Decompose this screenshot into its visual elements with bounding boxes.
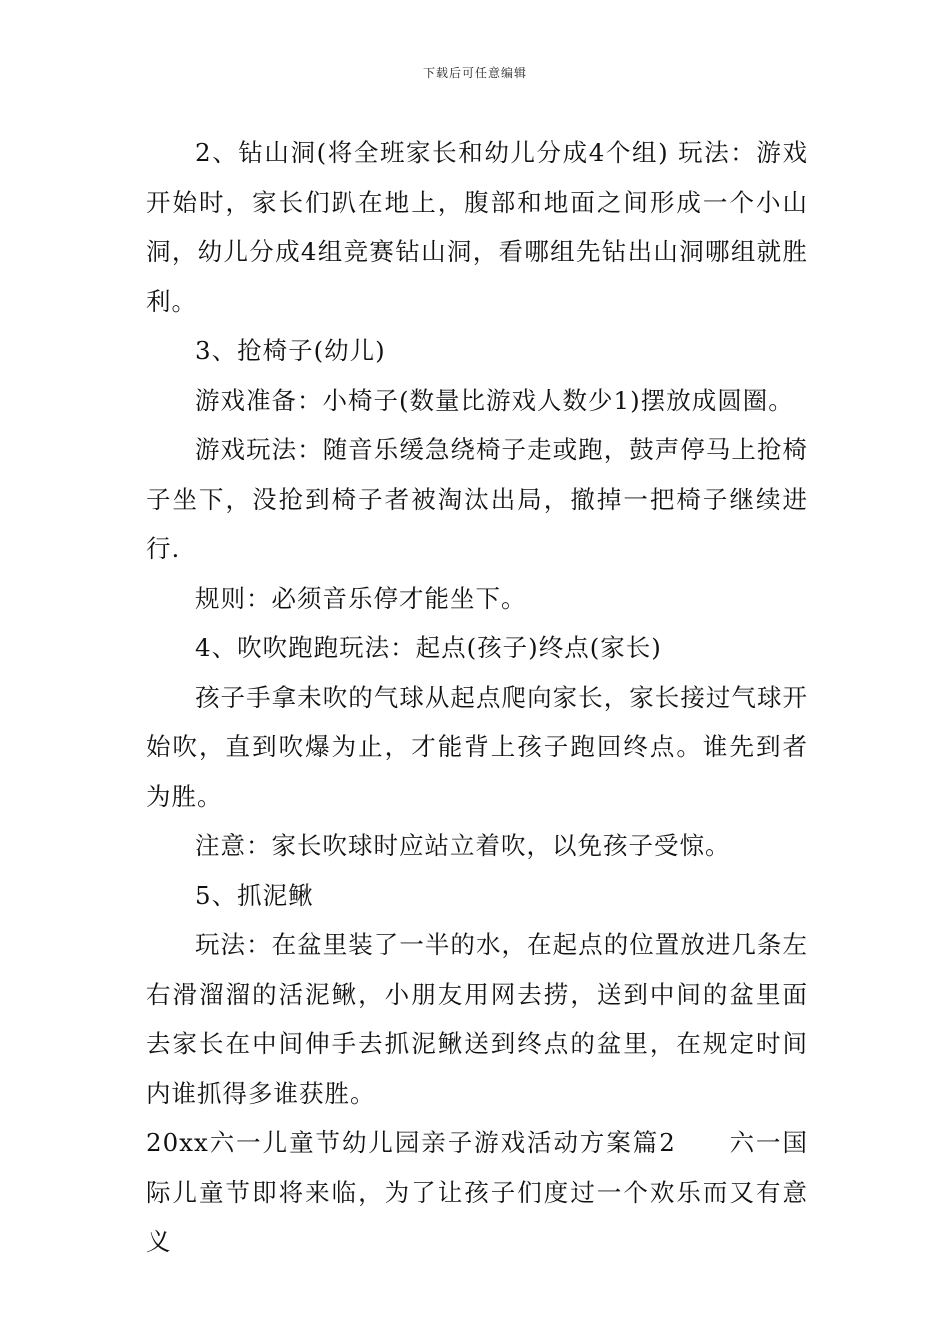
paragraph-game-4-play: 孩子手拿未吹的气球从起点爬向家长，家长接过气球开始吹，直到吹爆为止，才能背上孩子跑回终点。谁先到者为胜。 xyxy=(146,682,808,811)
paragraph-game-5-play: 玩法：在盆里装了一半的水，在起点的位置放进几条左右滑溜溜的活泥鳅，小朋友用网去捞，送到中间的盆里面去家长在中间伸手去抓泥鳅送到终点的盆里，在规定时间内谁抓得多谁获胜。 xyxy=(146,930,808,1108)
page-header: 下载后可任意编辑 xyxy=(422,66,527,80)
document-body xyxy=(146,128,808,1267)
paragraph-game-3-prep: 游戏准备：小椅子(数量比游戏人数少1)摆放成圆圈。 xyxy=(195,385,794,415)
paragraph-game-3-play: 游戏玩法：随音乐缓急绕椅子走或跑，鼓声停马上抢椅子坐下，没抢到椅子者被淘汰出局，撤掉一把椅子继续进行. xyxy=(146,435,808,563)
paragraph-game-4-title: 4、吹吹跑跑玩法：起点(孩子)终点(家长) xyxy=(195,633,662,662)
paragraph-game-3-rule: 规则：必须音乐停才能坐下。 xyxy=(195,583,527,613)
paragraph-game-2: 2、钻山洞(将全班家长和幼儿分成4个组) 玩法：游戏开始时，家长们趴在地上，腹部和地面之间形成一个小山洞，幼儿分成4组竞赛钻山洞，看哪组先钻出山洞哪组就胜利。 xyxy=(146,138,808,316)
paragraph-game-5-title: 5、抓泥鳅 xyxy=(195,880,314,910)
paragraph-game-3-title: 3、抢椅子(幼儿) xyxy=(195,336,386,365)
paragraph-plan-2-intro: 20xx六一儿童节幼儿园亲子游戏活动方案篇2 六一国际儿童节即将来临，为了让孩子们度过一个欢乐而又有意义 xyxy=(146,1128,808,1256)
paragraph-game-4-note: 注意：家长吹球时应站立着吹，以免孩子受惊。 xyxy=(195,831,731,860)
